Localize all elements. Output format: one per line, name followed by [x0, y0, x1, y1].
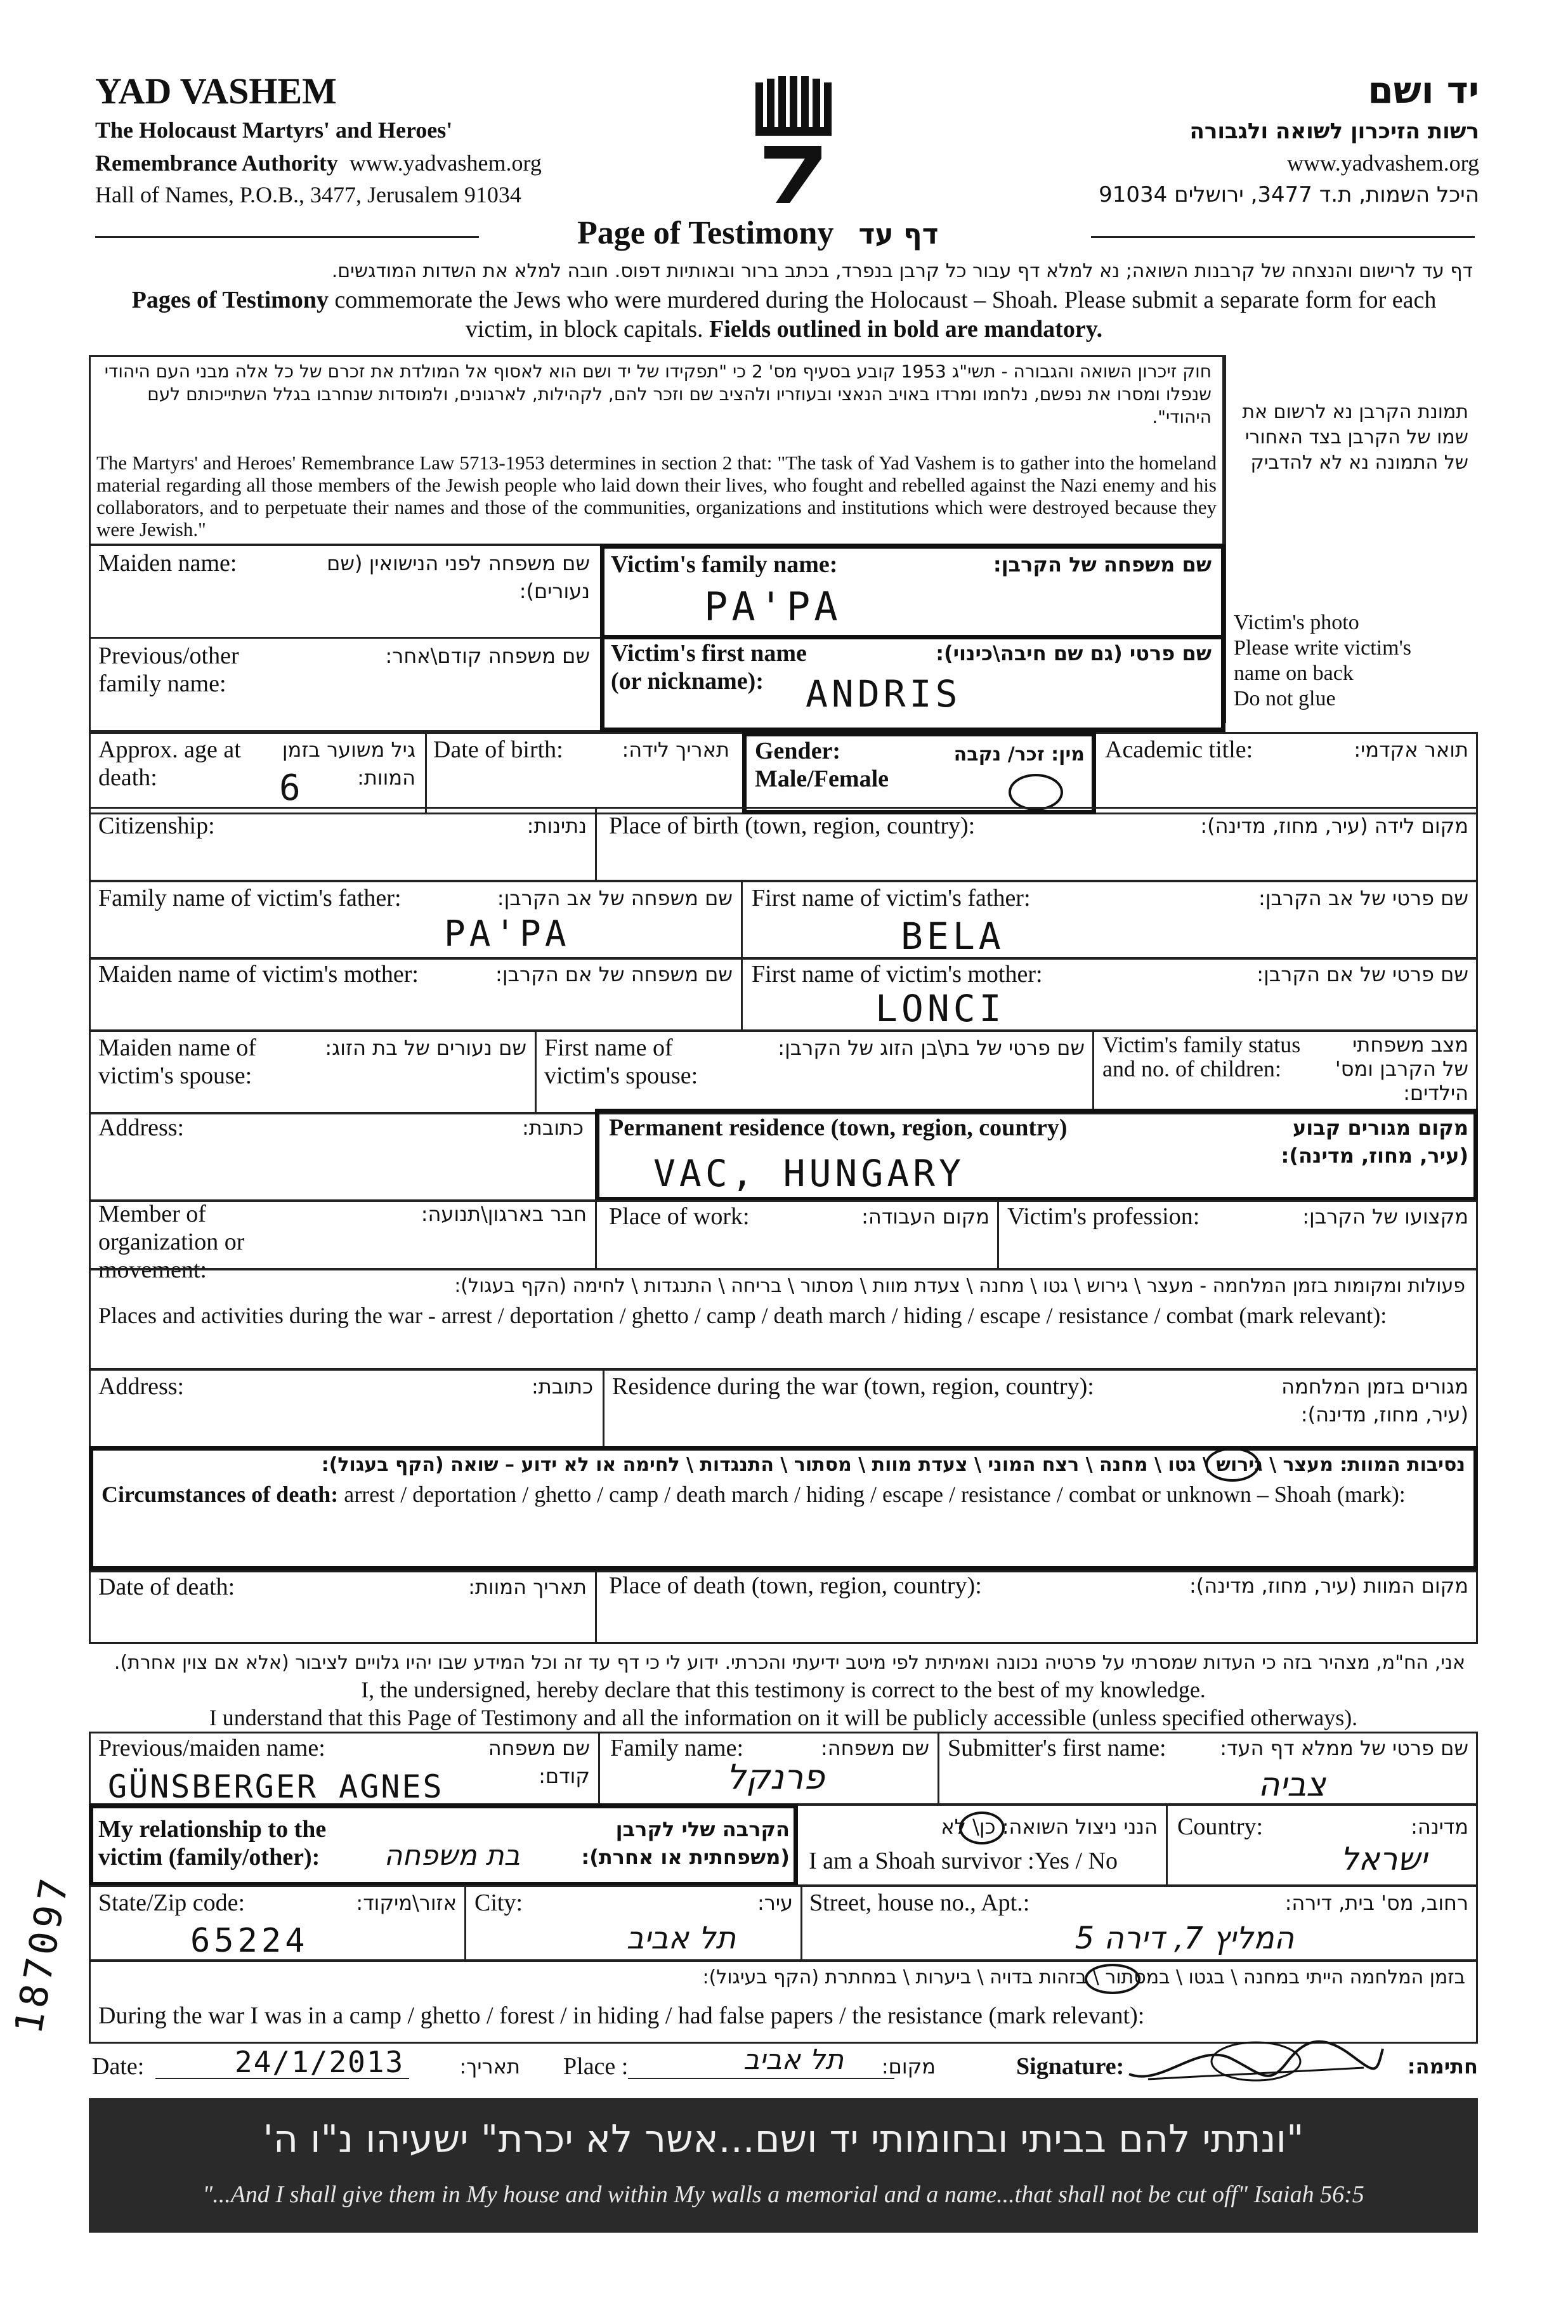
war-address-label-he: כתובת: [532, 1374, 593, 1399]
family-name-label: Victim's family name: [611, 551, 838, 578]
father-family-value[interactable]: PA'PA [444, 913, 570, 955]
family-status-label: Victim's family status and no. of children: [1102, 1032, 1301, 1081]
location-divider-2 [800, 1885, 802, 1961]
spouse-first-label: First name of victim's spouse: [544, 1035, 698, 1089]
declaration-he: אני, הח"מ, מצהיר בזה כי העדות שמסרתי על פרטיה נכונה ואמיתית לפי מיטב ידיעתי והכרתי. ידוע לי כי דף עד זה וכל המידע שבו יהיו גלויים לציבור (אלא אם צוין אחרת). [114, 1652, 1465, 1674]
during-war-en: During the war I was in a camp / ghetto / forest / in hiding / had false papers / the resistance (mark relevant): [98, 2002, 1145, 2029]
family-name-label-he: שם משפחה של הקרבן: [993, 552, 1212, 577]
survivor-label-he: הנני ניצול השואה: כן\ לא [941, 1815, 1158, 1839]
intro-en: Pages of Testimony commemorate the Jews who were murdered during the Holocaust – Shoah. Please submit a separate form for each victim, in block capitals. Fields outlined in bold are mandatory. [131, 287, 1437, 343]
age-label: Approx. age at death: [98, 736, 241, 791]
dob-label-he: תאריך לידה: [622, 738, 729, 762]
workplace-label-he: מקום העבודה: [861, 1204, 990, 1229]
citizenship-label-he: נתינות: [526, 814, 587, 838]
relationship-value[interactable]: בת משפחה [384, 1839, 520, 1872]
names-divider [89, 637, 603, 639]
date-value[interactable]: 24/1/2013 [235, 2045, 405, 2079]
residence-label-he: מקום מגורים קבוע (עיר, מחוז, מדינה): [1281, 1116, 1468, 1168]
date-label: Date: [92, 2053, 145, 2080]
website-he[interactable]: www.yadvashem.org [1287, 150, 1479, 176]
submitter-first-value[interactable]: צביה [1258, 1766, 1326, 1804]
zip-label-he: אזור\מיקוד: [356, 1891, 457, 1915]
circumstances-en: Circumstances of death: arrest / deportation / ghetto / camp / death march / hiding / escape / resistance / combat or unknown – Shoah (mark): [101, 1482, 1406, 1507]
victim-name-divider [600, 635, 1225, 639]
address-en: Hall of Names, P.O.B., 3477, Jerusalem 91034 [95, 182, 521, 207]
intro-he: דף עד לרישום והנצחה של קרבנות השואה; נא למלא דף עבור כל קרבן בנפרד, בכתב ברור ובאותיות דפוס. חובה למלא את השדות המודגשים. [331, 260, 1473, 282]
relationship-label: My relationship to the victim (family/other): [98, 1816, 327, 1870]
prev-name-label-he: שם משפחה קודם\אחר: [385, 644, 590, 668]
city-label: City: [474, 1890, 523, 1916]
deportation-circle [1205, 1447, 1260, 1482]
father-first-label-he: שם פרטי של אב הקרבן: [1258, 886, 1468, 910]
residence-value[interactable]: VAC, HUNGARY [653, 1152, 965, 1195]
during-war-he: בזמן המלחמה הייתי במחנה \ בגטו \ במסתור \ בזהות בדויה \ ביערות \ במחתרת (הקף בעיגול): [702, 1966, 1465, 1988]
website-en[interactable]: www.yadvashem.org [349, 150, 542, 176]
gender-label: Gender: Male/Female [755, 738, 889, 792]
law-text-en: The Martyrs' and Heroes' Remembrance Law 5713-1953 determines in section 2 that: "The task of Yad Vashem is to gather into the homeland material regarding all those members of the Jewish people who laid down their lives, who fought and rebelled against the Nazi enemy and his collaborators, and to perpetuate their names and those of the communities, organizations and institutions which were destroyed because they were Jewish." [96, 452, 1217, 540]
spouse-first-label-he: שם פרטי של בת\בן הזוג של הקרבן: [778, 1036, 1085, 1060]
death-date-label-he: תאריך המוות: [468, 1575, 587, 1599]
spouse-divider-2 [1092, 1030, 1094, 1114]
place-label-he: מקום: [881, 2054, 936, 2079]
yad-vashem-logo-icon [752, 76, 834, 209]
war-residence-label: Residence during the war (town, region, country): [612, 1373, 1094, 1400]
father-first-value[interactable]: BELA [901, 915, 1005, 958]
city-label-he: עיר: [757, 1891, 793, 1915]
war-address-label: Address: [98, 1373, 185, 1400]
workplace-label: Place of work: [609, 1203, 750, 1230]
address-label: Address: [98, 1114, 185, 1141]
family-status-label-he: מצב משפחתי של הקרבן ומס' הילדים: [1335, 1033, 1468, 1105]
spouse-maiden-label-he: שם נעורים של בת הזוג: [325, 1036, 526, 1060]
org-name-en: YAD VASHEM [95, 70, 337, 112]
org-subtitle-he: רשות הזיכרון לשואה ולגבורה [1189, 119, 1479, 144]
submitter-prev-label: Previous/maiden name: [98, 1735, 325, 1761]
survivor-yes-circle [959, 1812, 1005, 1844]
citizenship-label: Citizenship: [98, 813, 215, 839]
organization-label-he: חבר בארגון\תנועה: [421, 1202, 587, 1226]
war-address-divider [603, 1369, 604, 1450]
father-family-label-he: שם משפחה של אב הקרבן: [497, 886, 733, 910]
hiding-circle [1085, 1964, 1140, 1994]
city-value[interactable]: תל אביב [626, 1921, 736, 1956]
death-place-label: Place of death (town, region, country): [609, 1572, 982, 1599]
zip-label: State/Zip code: [98, 1890, 245, 1916]
academic-label: Academic title: [1105, 736, 1253, 763]
declaration-en: I, the undersigned, hereby declare that this testimony is correct to the best of my knowledge. I understand that this Page of Testimony and all the information on it will be publicly accessible (unless specified otherways). [209, 1677, 1358, 1730]
activities-en: Places and activities during the war - arrest / deportation / ghetto / camp / death march / hiding / escape / resistance / combat (mark relevant): [98, 1303, 1387, 1328]
death-place-label-he: מקום המוות (עיר, מחוז, מדינה): [1189, 1574, 1468, 1598]
org-name-he: יד ושם [1368, 69, 1479, 112]
photo-instructions-en: Victim's photo Please write victim's name on back Do not glue [1234, 611, 1411, 710]
law-text-he: חוק זיכרון השואה והגבורה - תשי"ג 1953 קובע בסעיף מס' 2 כי "תפקידו של יד ושם הוא לאסוף אל המולדת את זכרם של כל אלה מבני העם היהודי שנפלו ומסרו את נפשם, נלחמו ומרדו באויב הנאצי ובעוזריו ולהציב שם וזכר להם, לקהילות, לארגונים, ולמוסדות שנחרבו בגלל השתייכותם לעם היהודי". [104, 361, 1212, 428]
spouse-maiden-label: Maiden name of victim's spouse: [98, 1035, 257, 1089]
dob-label: Date of birth: [433, 736, 563, 763]
country-label: Country: [1177, 1813, 1264, 1840]
activities-he: פעולות ומקומות בזמן המלחמה - מעצר \ גירוש \ גטו \ מחנה \ צעדת מוות \ מסתור \ בריחה \ התנגדות \ לחימה (הקף בעגול): [454, 1275, 1465, 1297]
submitter-prev-value[interactable]: GÜNSBERGER AGNES [108, 1768, 444, 1805]
first-name-label: Victim's first name (or nickname): [611, 640, 807, 695]
gender-label-he: מין: זכר/ נקבה [953, 743, 1085, 766]
submitter-divider-2 [938, 1732, 939, 1805]
submitter-prev-label-he: שם משפחה קודם: [488, 1736, 590, 1788]
photo-instructions-he: תמונת הקרבן נא לרשום את שמו של הקרבן בצד האחורי של התמונה נא לא להדביק [1242, 401, 1468, 474]
submitter-family-label-he: שם משפחה: [820, 1736, 929, 1760]
family-name-value[interactable]: PA'PA [704, 584, 842, 630]
country-value[interactable]: ישראל [1340, 1841, 1427, 1877]
mother-first-label-he: שם פרטי של אם הקרבן: [1257, 962, 1468, 986]
profession-label-he: מקצועו של הקרבן: [1302, 1204, 1468, 1229]
street-label: Street, house no., Apt.: [809, 1890, 1030, 1916]
quote-banner [89, 2098, 1478, 2233]
divider-left [95, 236, 479, 238]
maiden-name-label: Maiden name: [98, 550, 237, 577]
residence-label: Permanent residence (town, region, country) [609, 1114, 1068, 1141]
divider-right [1091, 236, 1475, 238]
spouse-divider-1 [535, 1030, 537, 1114]
location-divider-1 [464, 1885, 466, 1961]
street-label-he: רחוב, מס' בית, דירה: [1284, 1891, 1468, 1915]
org-subtitle-en: The Holocaust Martyrs' and Heroes' [95, 117, 453, 143]
zip-value[interactable]: 65224 [190, 1922, 309, 1960]
first-name-label-he: שם פרטי (גם שם חיבה\כינוי): [936, 641, 1212, 665]
quote-he: "ונתתי להם בביתי ובחומותי יד ושם...אשר לא יכרת" ישעיהו נ"ו ה' [263, 2117, 1304, 2162]
quote-en: "...And I shall give them in My house and within My walls a memorial and a name...that shall not be cut off" Isaiah 56:5 [202, 2181, 1364, 2208]
signature-label: Signature: [1016, 2053, 1125, 2080]
page-title: Page of Testimony דף עד [577, 215, 939, 251]
birthplace-label: Place of birth (town, region, country): [609, 813, 976, 839]
age-value[interactable]: 6 [279, 767, 304, 809]
place-value[interactable]: תל אביב [743, 2044, 844, 2076]
country-label-he: מדינה: [1411, 1815, 1468, 1839]
death-date-label: Date of death: [98, 1574, 235, 1600]
org-divider-1 [595, 1200, 597, 1270]
submitter-first-label: Submitter's first name: [948, 1735, 1166, 1761]
submitter-divider-1 [598, 1732, 600, 1805]
place-label: Place : [563, 2053, 629, 2080]
age-divider [425, 732, 427, 814]
org-divider-2 [997, 1200, 999, 1270]
street-value[interactable]: המליץ 7, דירה 5 [1075, 1921, 1294, 1956]
father-first-label: First name of victim's father: [752, 885, 1031, 911]
mother-maiden-label: Maiden name of victim's mother: [98, 961, 419, 988]
prev-name-label: Previous/other family name: [98, 643, 239, 697]
submitter-family-label: Family name: [610, 1735, 744, 1761]
first-name-value[interactable]: ANDRIS [806, 672, 962, 715]
citizenship-divider [595, 807, 597, 882]
mother-maiden-label-he: שם משפחה של אם הקרבן: [495, 962, 733, 986]
age-label-he: גיל משוער בזמן המוות: [282, 738, 415, 790]
father-family-label: Family name of victim's father: [98, 885, 402, 911]
gender-male-circle [1009, 774, 1063, 811]
org-subtitle2-en: Remembrance Authority www.yadvashem.org [95, 150, 542, 176]
organization-label: Member of organization or movement: [98, 1201, 245, 1283]
mother-first-value[interactable]: LONCI [875, 987, 1005, 1030]
death-divider [595, 1570, 597, 1644]
circumstances-he: נסיבות המוות: מעצר \ גירוש \ גטו \ מחנה \ רצח המוני \ צעדת מוות \ מסתור \ התנגדות \ לחימה או לא ידוע – שואה (הקף בעגול): [321, 1454, 1465, 1476]
address-he: היכל השמות, ת.ד 3477, ירושלים 91034 [1099, 182, 1479, 207]
mother-first-label: First name of victim's mother: [752, 961, 1043, 988]
signature-label-he: חתימה: [1407, 2054, 1478, 2079]
submitter-first-label-he: שם פרטי של ממלא דף העד: [1220, 1736, 1468, 1760]
survivor-label: I am a Shoah survivor :Yes / No [809, 1848, 1118, 1874]
profession-label: Victim's profession: [1007, 1203, 1200, 1230]
submitter-family-value[interactable]: פרנקל [726, 1757, 825, 1797]
signature-image-icon[interactable] [1123, 2030, 1389, 2093]
relationship-label-he: הקרבה שלי לקרבן (משפחתית או אחרת): [581, 1817, 790, 1869]
margin-reference-number: 187097 [6, 1872, 78, 2038]
war-residence-label-he: מגורים בזמן המלחמה (עיר, מחוז, מדינה): [1281, 1374, 1468, 1426]
maiden-name-label-he: שם משפחה לפני הנישואין (שם נעורים): [327, 551, 590, 603]
relationship-divider [1166, 1804, 1168, 1886]
birthplace-label-he: מקום לידה (עיר, מחוז, מדינה): [1200, 814, 1468, 838]
date-label-he: תאריך: [459, 2054, 520, 2079]
academic-label-he: תואר אקדמי: [1354, 738, 1468, 762]
address-label-he: כתובת: [522, 1116, 584, 1140]
